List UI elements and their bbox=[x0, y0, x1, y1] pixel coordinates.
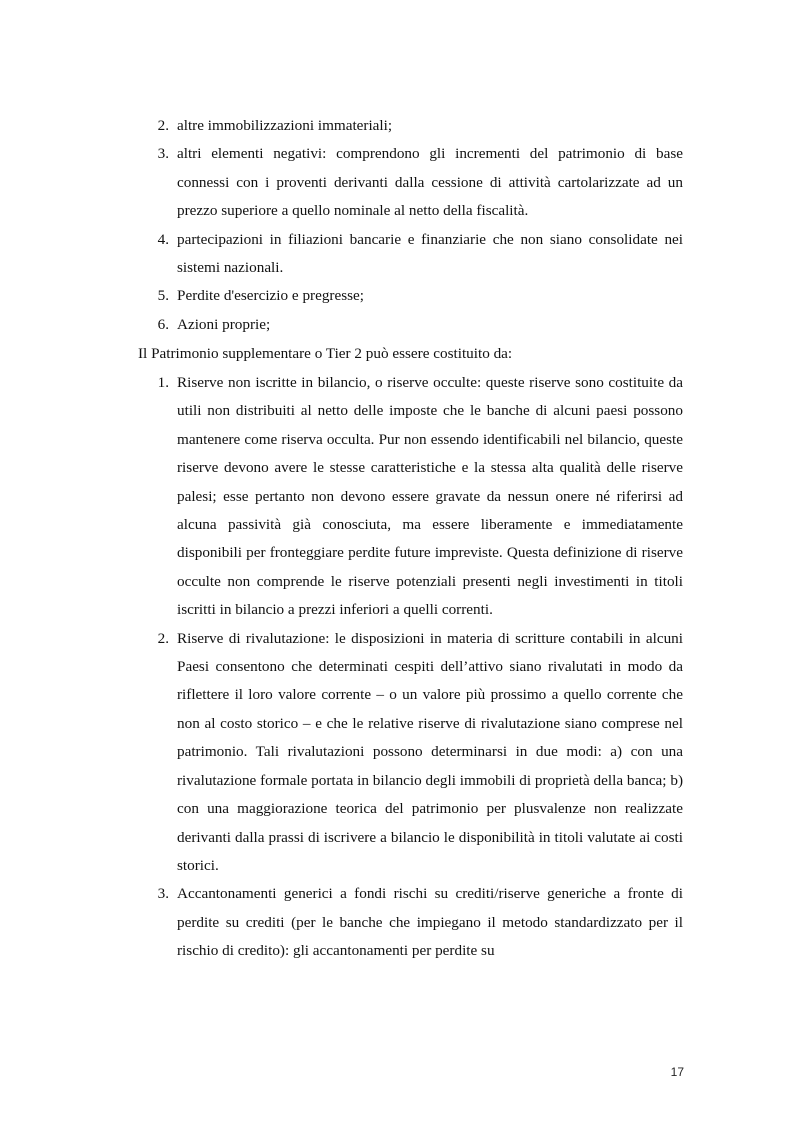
list-item-number: 5. bbox=[157, 287, 169, 305]
list-item-number: 3. bbox=[157, 885, 169, 903]
list-item-text: partecipazioni in filiazioni bancarie e finanziarie che non siano consolidate nei sistemi nazionali. bbox=[177, 230, 683, 277]
list-item bbox=[138, 369, 683, 625]
list-item bbox=[138, 140, 683, 225]
negative-elements-list bbox=[138, 112, 683, 339]
list-item bbox=[138, 625, 683, 881]
list-item-text: Perdite d'esercizio e pregresse; bbox=[177, 287, 365, 305]
page-number: 17 bbox=[670, 1065, 684, 1079]
list-item-text: Riserve non iscritte in bilancio, o riserve occulte: queste riserve sono costituite da utili non distribuiti al netto delle imposte che le banche di alcuni paesi possono mantenere come riserva occulta. Pur non essendo identificabili nel bilancio, queste riserve devono avere le stesse caratteristiche e la stessa alta qualità delle riserve palesi; esse pertanto non devono essere gravate da nessun onere né riferirsi ad alcuna passività già conosciuta, ma essere liberamente e immediatamente disponibili per fronteggiare perdite future impreviste. Questa definizione di riserve occulte non comprende le riserve potenziali presenti negli investimenti in titoli iscritti in bilancio a prezzi inferiori a quelli correnti. bbox=[177, 374, 683, 619]
list-item bbox=[138, 880, 683, 965]
list-item-text: altre immobilizzazioni immateriali; bbox=[177, 117, 393, 134]
list-item-text: altri elementi negativi: comprendono gli incrementi del patrimonio di base connessi con i proventi derivanti dalla cessione di attività cartolarizzate ad un prezzo superiore a quello nominale al netto della fiscalità. bbox=[177, 145, 683, 220]
list-item bbox=[138, 311, 683, 339]
list-item bbox=[138, 282, 683, 310]
list-item-text: Riserve di rivalutazione: le disposizioni in materia di scritture contabili in alcuni Paesi consentono che determinati cespiti dell’attivo siano rivalutati in modo da riflettere il loro valore corrente – o un valore più prossimo a quello corrente che non al costo storico – e che le relative riserve di rivalutazione siano comprese nel patrimonio. Tali rivalutazioni possono determinarsi in due modi: a) con una rivalutazione formale portata in bilancio degli immobili di proprietà della banca; b) con una maggiorazione teorica del patrimonio per plusvalenze non realizzate derivanti dalla prassi di iscrivere a bilancio le disponibilità in titoli valutate ai costi storici. bbox=[177, 629, 683, 874]
list-item-text: Azioni proprie; bbox=[177, 315, 271, 333]
list-item-number: 6. bbox=[157, 315, 169, 333]
list-item-number: 2. bbox=[157, 117, 169, 134]
list-item-text: Accantonamenti generici a fondi rischi su crediti/riserve generiche a fronte di perdite su crediti (per le banche che impiegano il metodo standardizzato per il rischio di credito): gli accantonamenti per perdite su bbox=[177, 885, 683, 960]
list-item-number: 4. bbox=[157, 230, 169, 248]
list-item bbox=[138, 226, 683, 283]
tier2-intro-paragraph: Il Patrimonio supplementare o Tier 2 può essere costituito da: bbox=[138, 345, 513, 362]
tier2-components-list bbox=[138, 369, 683, 966]
list-item-number: 2. bbox=[157, 629, 169, 647]
list-item-number: 3. bbox=[157, 145, 169, 163]
list-item bbox=[138, 112, 683, 140]
list-item-number: 1. bbox=[157, 374, 169, 391]
